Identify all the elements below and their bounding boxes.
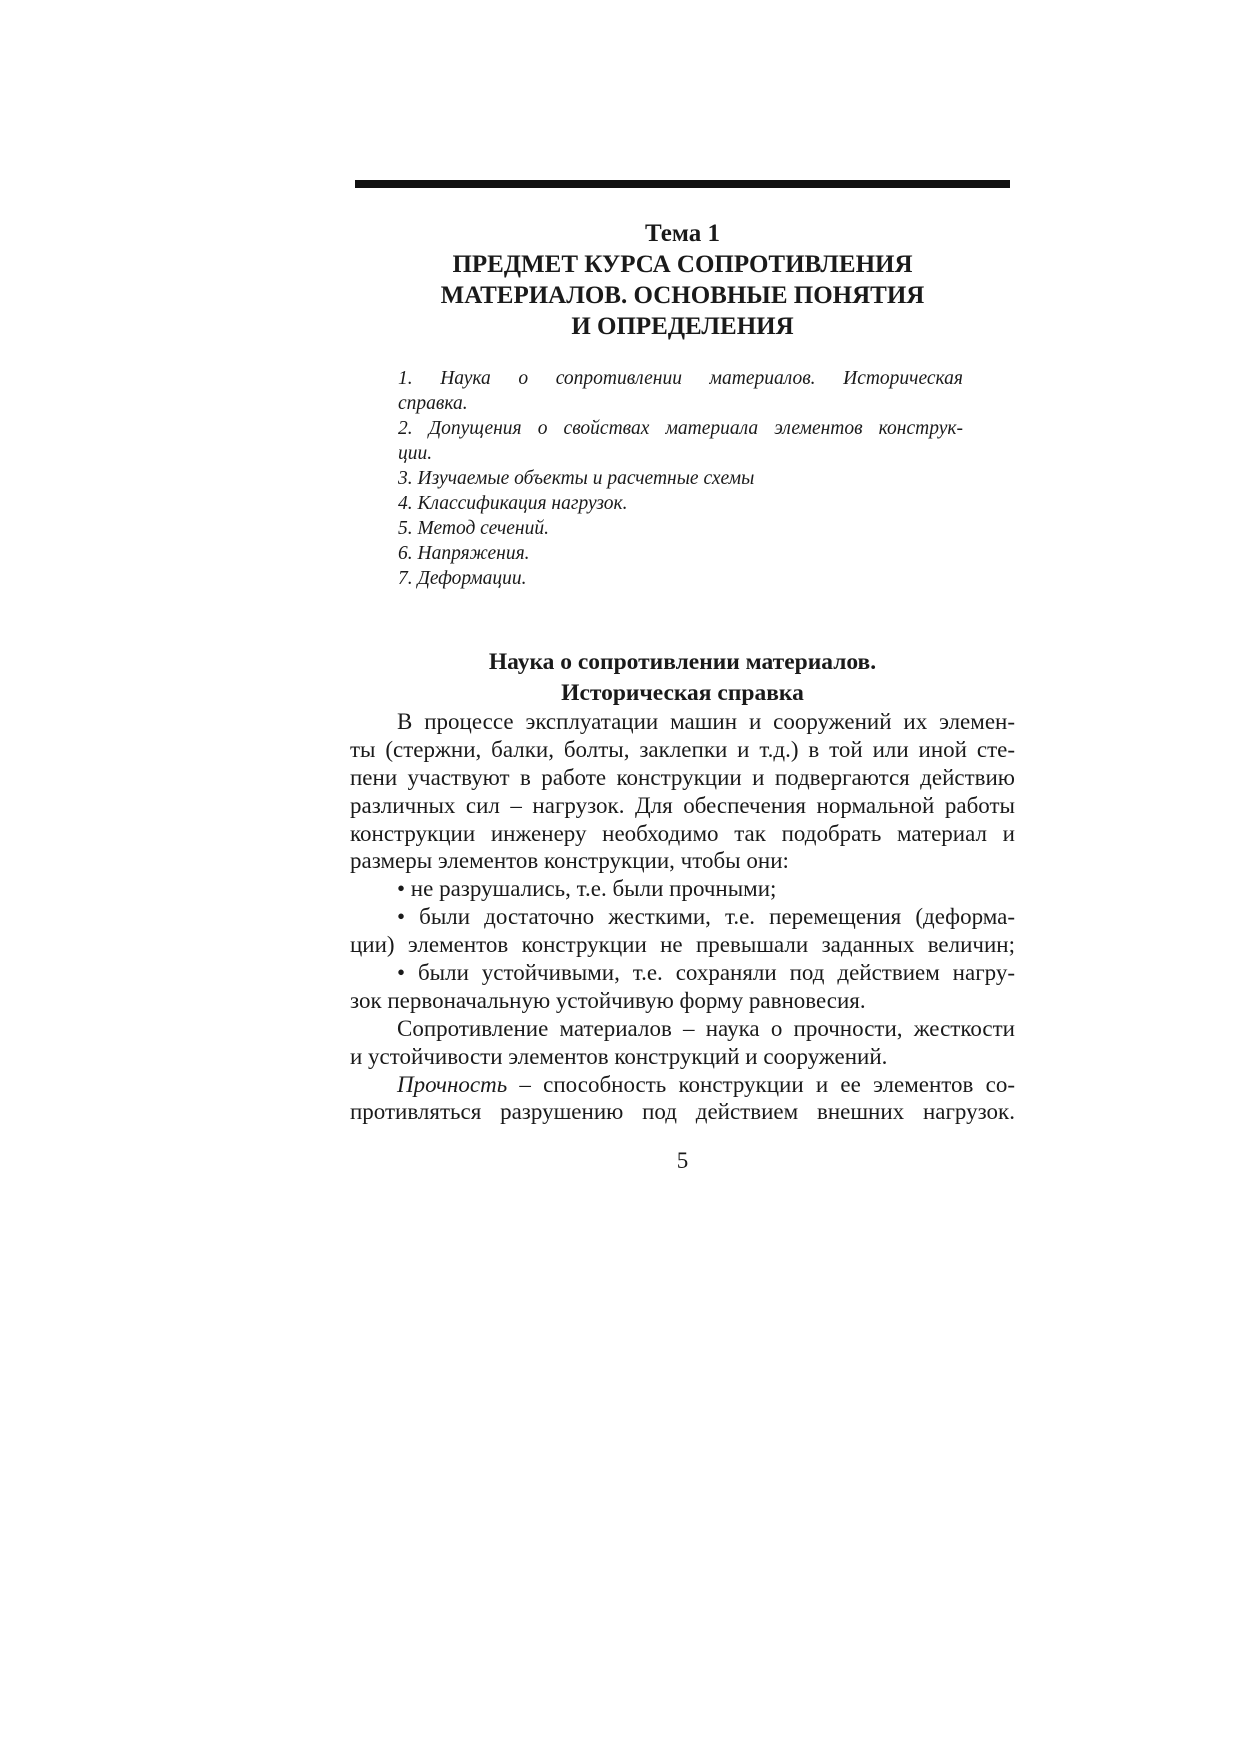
outline-item: 5. Метод сечений. [398,518,549,539]
chapter-title-line: ПРЕДМЕТ КУРСА СОПРОТИВЛЕНИЯ [452,251,913,278]
definition-term: Прочность [397,1071,508,1097]
paragraph-line: и устойчивости элементов конструкций и сооружений. [350,1043,888,1069]
bullet-line: • были устойчивыми, т.е. сохраняли под действием нагру- [397,960,1015,986]
section-title-line: Наука о сопротивлении материалов. [488,649,877,675]
section-title-line: Историческая справка [561,680,804,706]
page-number: 5 [676,1148,689,1173]
paragraph-line: конструкции инженеру необходимо так подобрать материал и [350,820,1015,846]
section-heading [350,647,1015,709]
bullet-line: • были достаточно жесткими, т.е. перемещения (деформа- [397,904,1015,930]
outline-item-continuation: ции. [398,443,433,464]
body-text [350,708,1015,1126]
chapter-heading [350,218,1015,342]
paragraph-line: пени участвуют в работе конструкции и подвергаются действию [350,764,1015,790]
chapter-title-line: И ОПРЕДЕЛЕНИЯ [571,313,794,340]
chapter-title-line: МАТЕРИАЛОВ. ОСНОВНЫЕ ПОНЯТИЯ [440,282,925,309]
outline-item: 3. Изучаемые объекты и расчетные схемы [398,468,755,489]
paragraph-line: В процессе эксплуатации машин и сооружений их элемен- [397,709,1015,734]
paragraph-line: размеры элементов конструкции, чтобы они: [350,848,789,874]
top-rule [355,180,1010,188]
outline-item: 2. Допущения о свойствах материала элементов конструк- [398,418,963,439]
bullet-line: зок первоначальную устойчивую форму равновесия. [350,987,866,1013]
paragraph-line: ты (стержни, балки, болты, заклепки и т.д.) в той или иной сте- [350,736,1015,762]
paragraph-line [350,1071,1015,1099]
paragraph-line: различных сил – нагрузок. Для обеспечения нормальной работы [350,792,1015,818]
bullet-line: ции) элементов конструкции не превышали заданных величин; [350,932,1015,958]
definition-text: – способность конструкции и ее элементов со- [507,1071,1015,1097]
bullet-line: • не разрушались, т.е. были прочными; [397,876,777,902]
outline-item: 1. Наука о сопротивлении материалов. Историческая [398,368,963,389]
outline-item: 6. Напряжения. [398,543,530,564]
outline-item: 4. Классификация нагрузок. [398,493,628,514]
paragraph-line: Сопротивление материалов – наука о прочности, жесткости [397,1015,1015,1041]
chapter-label: Тема 1 [645,220,720,247]
outline-item-continuation: справка. [398,393,468,414]
topic-outline [398,366,963,591]
book-page [350,0,1015,1755]
outline-item: 7. Деформации. [398,568,527,589]
paragraph-line: противляться разрушению под действием внешних нагрузок. [350,1099,1015,1125]
